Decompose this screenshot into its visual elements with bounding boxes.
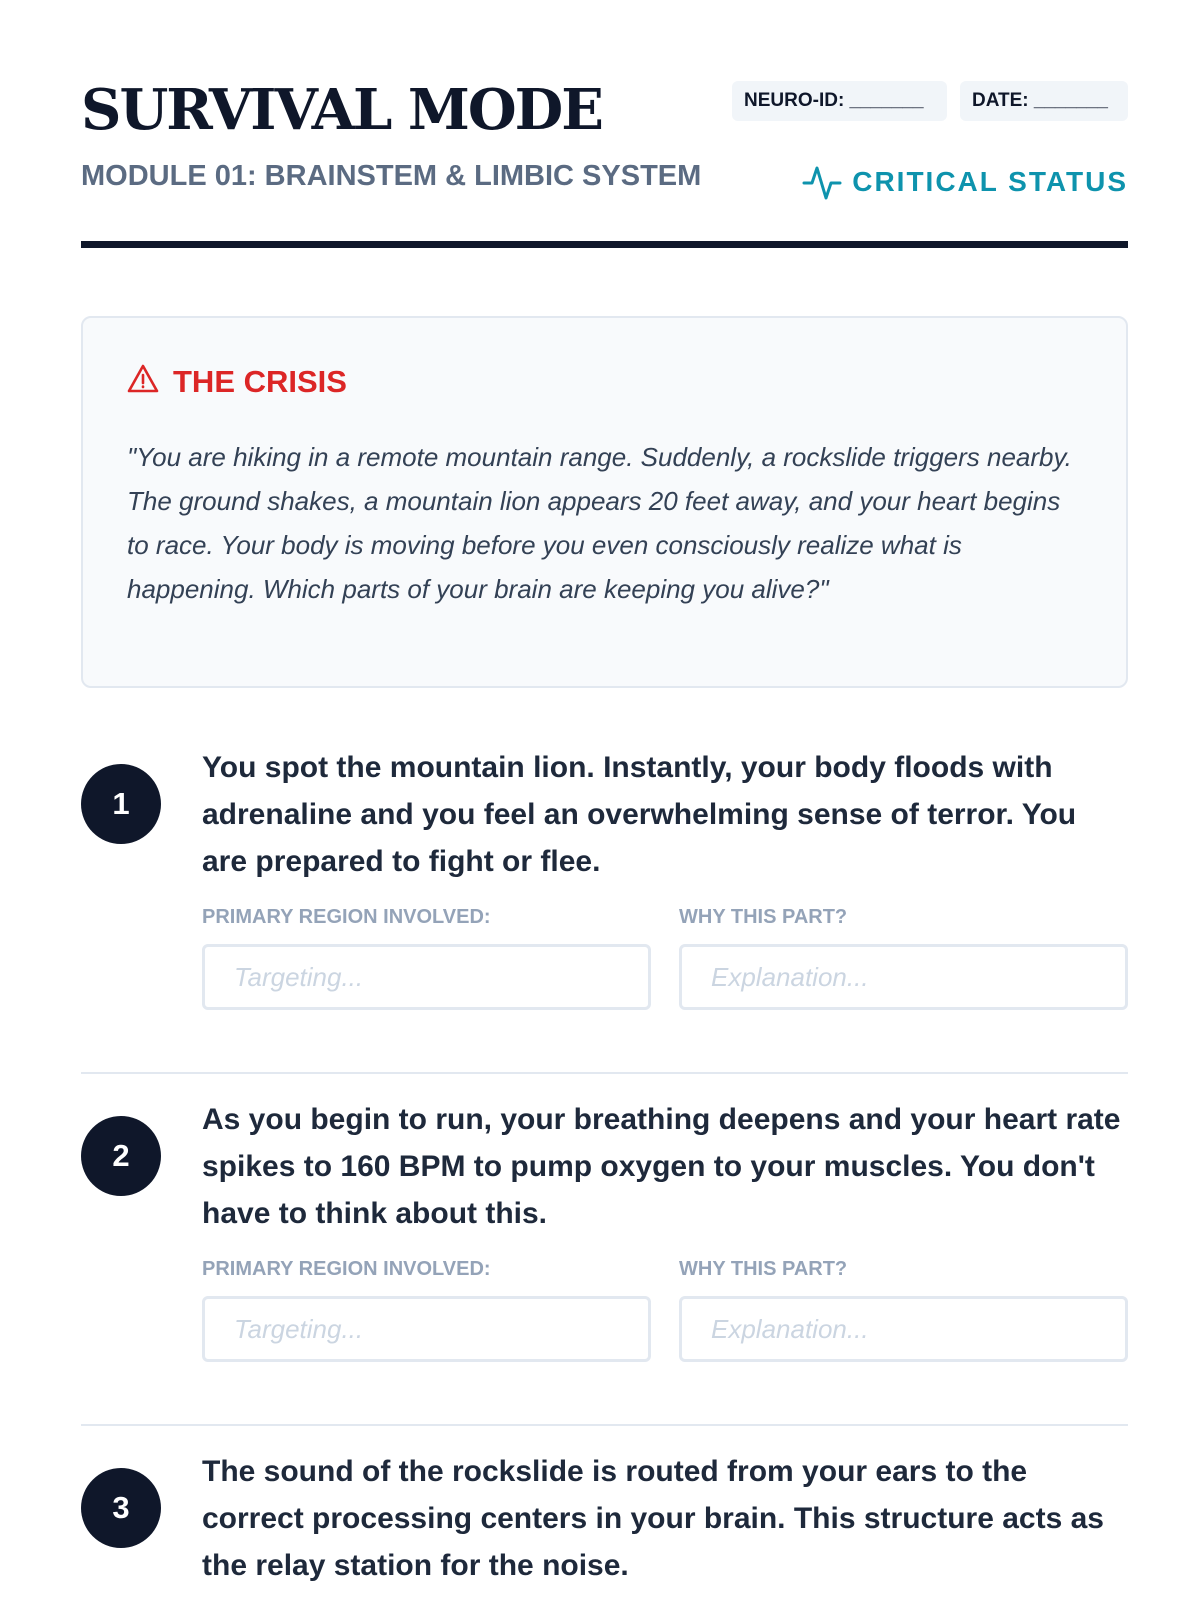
explanation-input[interactable] <box>679 1296 1128 1362</box>
question-number: 3 <box>81 1468 161 1548</box>
page-title: SURVIVAL MODE <box>81 77 602 143</box>
date-field[interactable]: DATE: _______ <box>960 81 1128 121</box>
crisis-heading-label: THE CRISIS <box>173 364 347 399</box>
crisis-heading <box>127 364 1082 399</box>
explanation-input[interactable] <box>679 944 1128 1010</box>
crisis-card <box>81 316 1128 688</box>
status-label: CRITICAL STATUS <box>852 166 1128 197</box>
why-label: WHY THIS PART? <box>679 906 848 928</box>
question-text: The sound of the rockslide is routed from your ears to the correct processing centers in your brain. This structure acts as the relay station for the noise. <box>202 1455 1104 1582</box>
why-label: WHY THIS PART? <box>679 1258 848 1280</box>
question-text: As you begin to run, your breathing deepens and your heart rate spikes to 160 BPM to pump oxygen to your muscles. You don't have to think about this. <box>202 1103 1121 1230</box>
answer-fields <box>202 907 1128 1027</box>
neuro-id-field[interactable]: NEURO-ID: _______ <box>732 81 947 121</box>
region-input[interactable] <box>202 1296 651 1362</box>
module-subtitle: MODULE 01: BRAINSTEM & LIMBIC SYSTEM <box>81 160 702 192</box>
header-divider <box>81 241 1128 248</box>
worksheet-header <box>81 0 1128 250</box>
question-divider <box>81 1072 1128 1074</box>
answer-fields <box>202 1259 1128 1379</box>
region-label: PRIMARY REGION INVOLVED: <box>202 906 491 928</box>
worksheet-page <box>81 0 1128 1582</box>
pulse-icon <box>802 162 842 202</box>
status-badge <box>802 162 1128 202</box>
question-number: 2 <box>81 1116 161 1196</box>
warning-triangle-icon <box>127 364 159 399</box>
question-number: 1 <box>81 764 161 844</box>
question-text: You spot the mountain lion. Instantly, your body floods with adrenaline and you feel an overwhelming sense of terror. You are prepared to fight or flee. <box>202 751 1077 878</box>
crisis-scenario: "You are hiking in a remote mountain range. Suddenly, a rockslide triggers nearby. The ground shakes, a mountain lion appears 20 feet away, and your heart begins to race. Your body is moving before you even consciously realize what is happening. Which parts of your brain are keeping you alive?" <box>127 442 1072 604</box>
region-input[interactable] <box>202 944 651 1010</box>
question-divider <box>81 1424 1128 1426</box>
region-label: PRIMARY REGION INVOLVED: <box>202 1258 491 1280</box>
